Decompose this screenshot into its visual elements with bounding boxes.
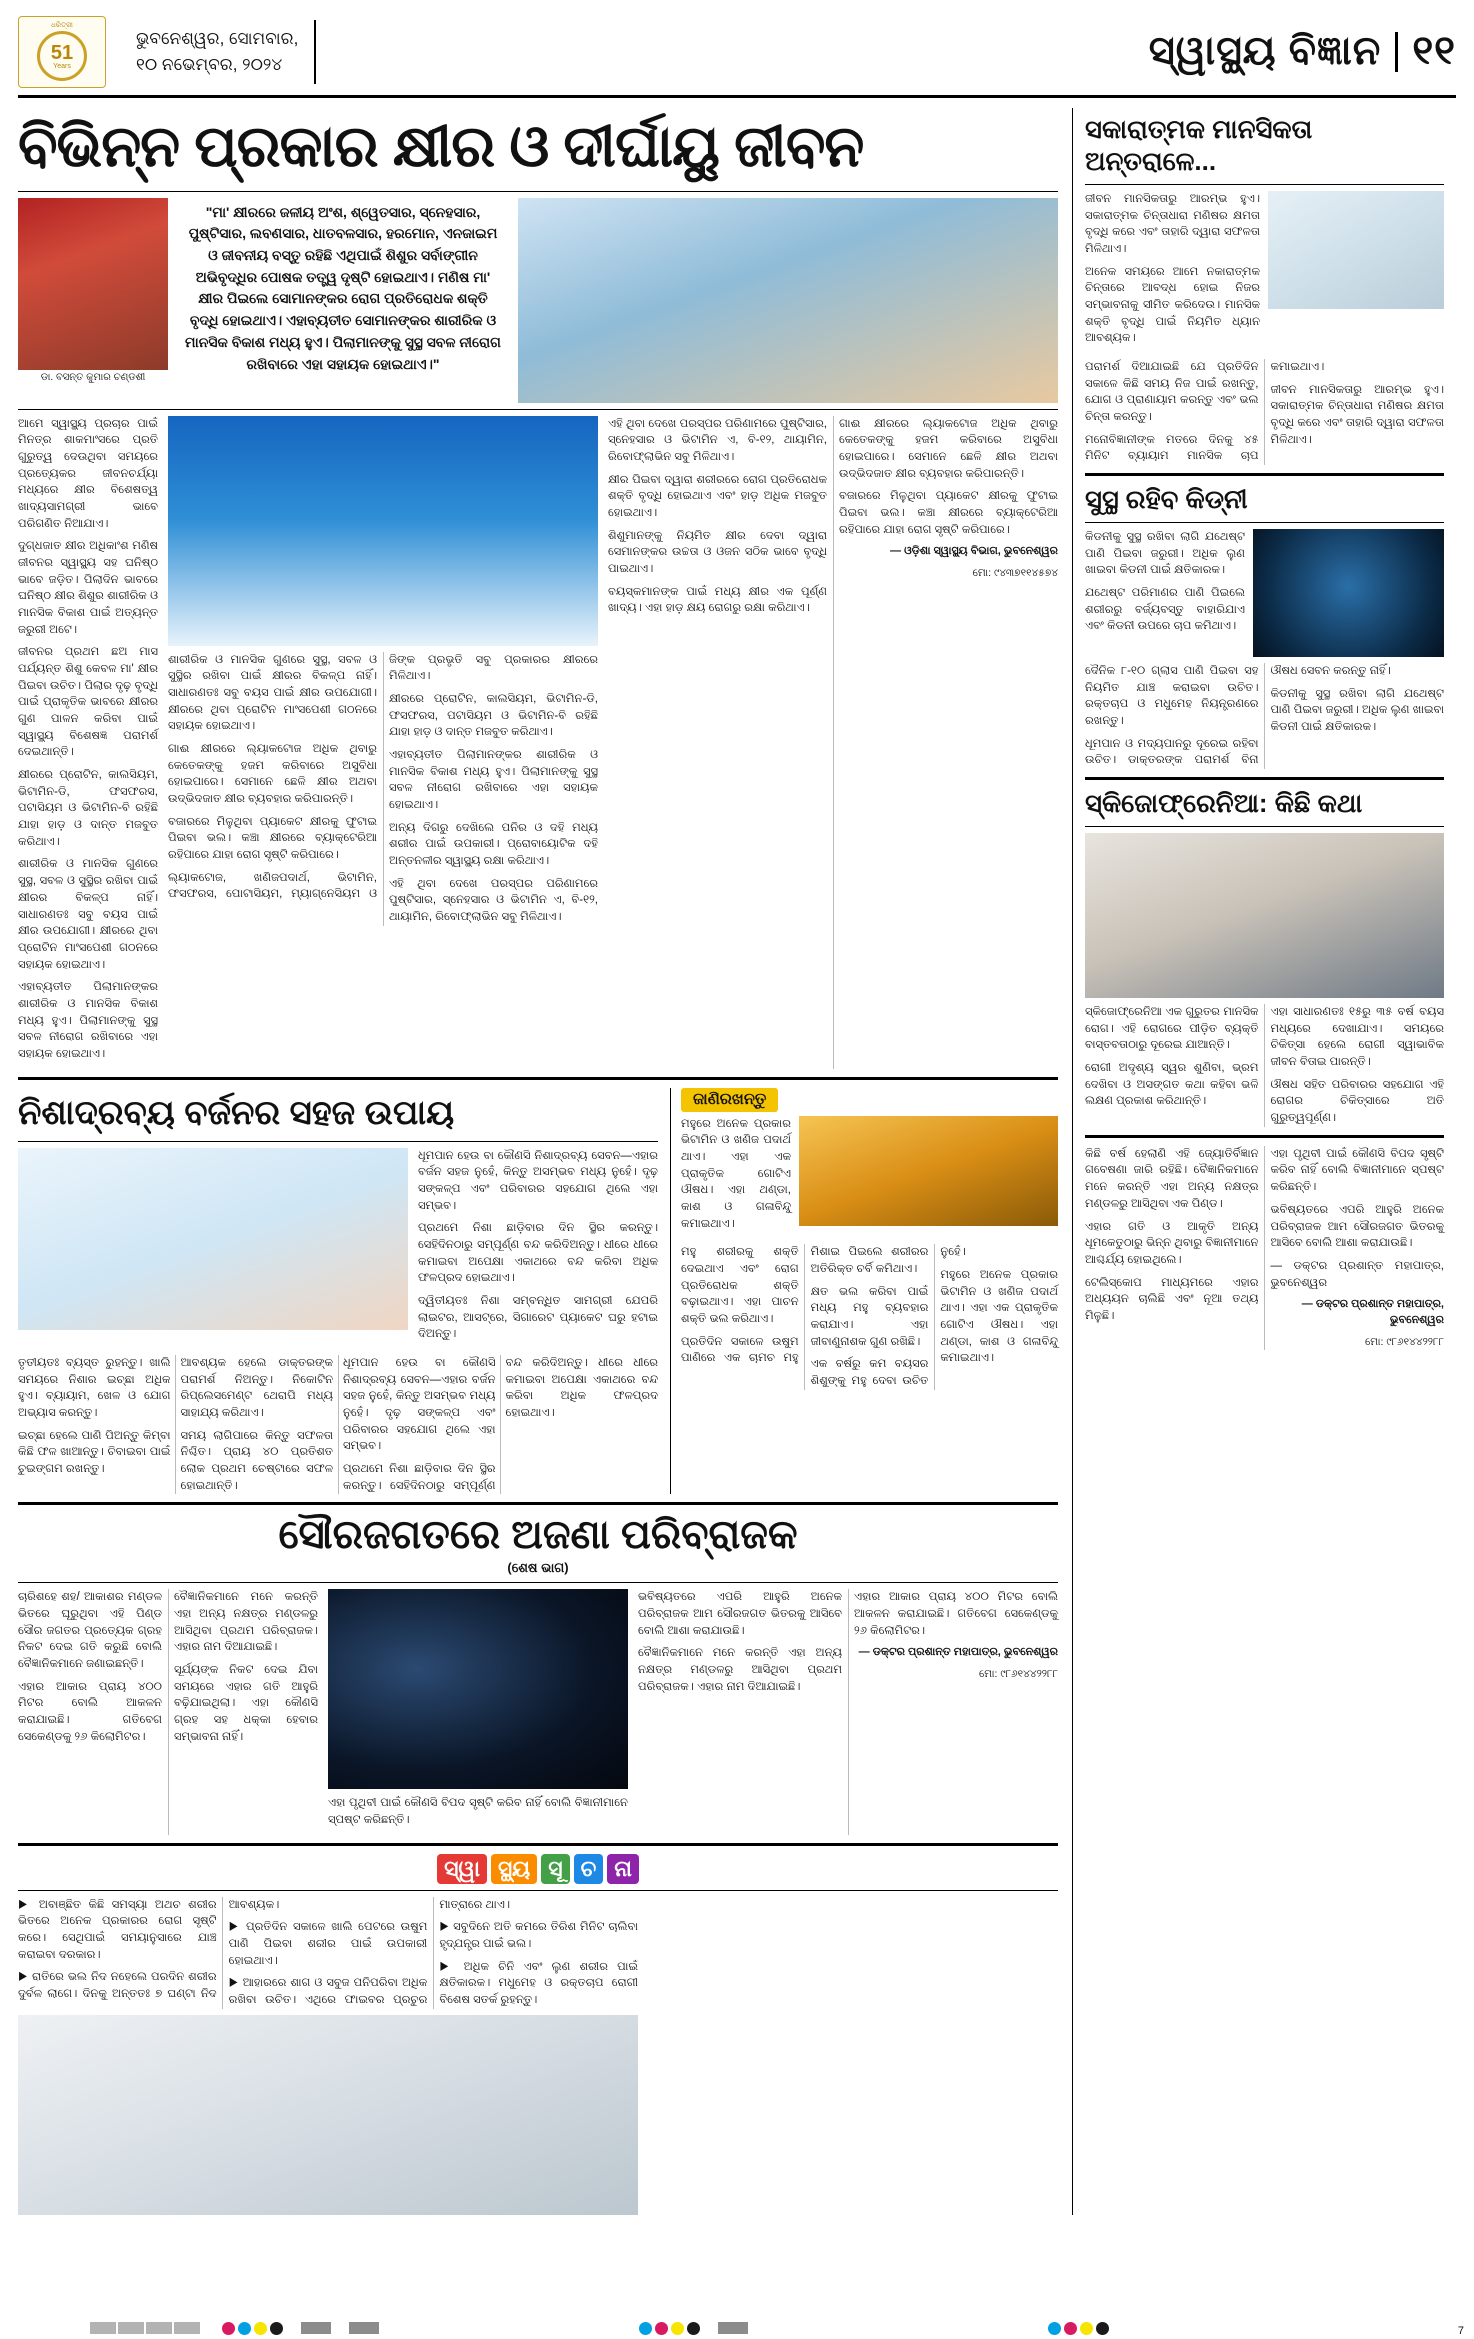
nisha-top bbox=[18, 1148, 658, 1349]
color-dot bbox=[238, 2322, 251, 2335]
divider bbox=[1085, 522, 1444, 523]
positivity-top bbox=[1085, 191, 1444, 353]
schizophrenia-headline: ସ୍କିଜୋଫ୍ରେନିଆ: କିଛି କଥା bbox=[1085, 788, 1363, 819]
right-column bbox=[1072, 108, 1444, 2215]
grey-scale-bars bbox=[90, 2322, 200, 2334]
section-title: ସ୍ୱାସ୍ଥ୍ୟ ବିଜ୍ଞାନ bbox=[1148, 29, 1382, 73]
positivity-paragraph: ଅନେକ ସମୟରେ ଆମେ ନକାରାତ୍ମକ ଚିନ୍ତାରେ ଆବଦ୍ଧ ହୋଇ ନିଜର ସମ୍ଭାବନାକୁ ସୀମିତ କରିଦେଉ। ମାନସିକ ଶକ୍ତି ବୃଦ୍ଧି ପାଇଁ ନିୟମିତ ଧ୍ୟାନ ଆବଶ୍ୟକ। bbox=[1085, 265, 1260, 345]
solar-cont-byline: — ଡକ୍ଟର ପ୍ରଶାନ୍ତ ମହାପାତ୍ର, ଭୁବନେଶ୍ୱର bbox=[1301, 1298, 1444, 1327]
author-photo bbox=[18, 198, 168, 370]
kidney-headline: ସୁସ୍ଥ ରହିବ କିଡ୍‌ନୀ bbox=[1085, 484, 1248, 515]
right-article-solar-cont bbox=[1085, 1146, 1444, 1350]
tip-item: ▶ ଆହାରରେ ଶାଗ ଓ ସବୁଜ ପନିପରିବା ଅଧିକ ରଖିବା ଉଚିତ। ଏଥିରେ ଫାଇବର ପ୍ରଚୁର ମାତ୍ରାରେ ଥାଏ। bbox=[228, 1898, 511, 2007]
color-dot bbox=[1048, 2322, 1061, 2335]
lead-contact: ମୋ: ୯୪୩୭୧୧୪୫୭୪ bbox=[972, 567, 1058, 580]
lead-paragraph: ଶିଶୁମାନଙ୍କୁ ନିୟମିତ କ୍ଷୀର ଦେବା ଦ୍ୱାରା ସେମାନଙ୍କର ଉଚ୍ଚତା ଓ ଓଜନ ସଠିକ ଭାବେ ବୃଦ୍ଧି ପାଇଥାଏ। bbox=[608, 529, 827, 576]
color-dot bbox=[1080, 2322, 1093, 2335]
tips-letter: ଚ bbox=[574, 1854, 604, 1884]
grey-bar bbox=[90, 2322, 116, 2334]
honey-paragraph: ମହୁ ଶରୀରକୁ ଶକ୍ତି ଦେଇଥାଏ ଏବଂ ରୋଗ ପ୍ରତିରୋଧକ ଶକ୍ତି ବଢ଼ାଇଥାଏ। ଏହା ପାଚନ ଶକ୍ତି ଭଲ କରିଥାଏ। bbox=[681, 1246, 799, 1325]
divider bbox=[1085, 826, 1444, 827]
solar-paragraph: ଭବିଷ୍ୟତରେ ଏପରି ଆହୁରି ଅନେକ ପରିବ୍ରାଜକ ଆମ ସୌରଜଗତ ଭିତରକୁ ଆସିବେ ବୋଲି ଆଶା କରାଯାଉଛି। bbox=[638, 1591, 842, 1637]
schizophrenia-paragraph: ଔଷଧ ସହିତ ପରିବାରର ସହଯୋଗ ଏହି ରୋଗର ଚିକିତ୍ସାରେ ଅତି ଗୁରୁତ୍ୱପୂର୍ଣ୍ଣ। bbox=[1270, 1078, 1444, 1125]
nisha-paragraph: ଧୂମପାନ ହେଉ ବା କୌଣସି ନିଶାଦ୍ରବ୍ୟ ସେବନ—ଏହାର ବର୍ଜନ ସହଜ ନୁହେଁ, କିନ୍ତୁ ଅସମ୍ଭବ ମଧ୍ୟ ନୁହେଁ। ଦୃଢ଼ ସଙ୍କଳ୍ପ ଏବଂ ପରିବାରର ସହଯୋଗ ଥିଲେ ଏହା ସମ୍ଭବ। bbox=[418, 1149, 658, 1212]
solar-cont-paragraph: କିଛି ବର୍ଷ ହେଲାଣି ଏହି ଜ୍ୟୋତିର୍ବିଜ୍ଞାନ ଗବେଷଣା ଜାରି ରହିଛି। ବୈଜ୍ଞାନିକମାନେ ମନେ କରନ୍ତି ଏହା ଅନ୍ୟ ନକ୍ଷତ୍ର ମଣ୍ଡଳରୁ ଆସିଥିବା ଏକ ପିଣ୍ଡ। bbox=[1085, 1147, 1259, 1210]
logo-years-label: Years bbox=[53, 62, 71, 70]
solar-cont-paragraph: ଏହାର ଗତି ଓ ଆକୃତି ଅନ୍ୟ ଧୂମକେତୁଠାରୁ ଭିନ୍ନ ଥିବାରୁ ବିଜ୍ଞାନୀମାନେ ଆଶ୍ଚର୍ଯ୍ୟ ହୋଇଥିଲେ। bbox=[1085, 1220, 1259, 1266]
right-article-positivity bbox=[1085, 114, 1444, 465]
color-dots-left bbox=[222, 2322, 283, 2335]
lead-article-body bbox=[18, 416, 1058, 1069]
lead-paragraph: ଏହି ଥିବା ଦେଖେ ପରସ୍ପର ପରିଣାମରେ ପୁଷ୍ଟିସାର, ସ୍ନେହସାର ଓ ଭିଟାମିନ ଏ, ବି-୧୨, ଥାୟାମିନ, ରିବୋଫ୍ଲାଭିନ ସବୁ ମିଳିଥାଏ। bbox=[608, 417, 827, 464]
logo-ring bbox=[37, 31, 87, 81]
lead-paragraph: ବଜାରରେ ମିଳୁଥିବା ପ୍ୟାକେଟ କ୍ଷୀରକୁ ଫୁଟାଇ ପିଇବା ଭଲ। କଞ୍ଚା କ୍ଷୀରରେ ବ୍ୟାକ୍ଟେରିଆ ରହିପାରେ ଯାହା ରୋଗ ସୃଷ୍ଟି କରିପାରେ। bbox=[839, 490, 1058, 536]
tips-letter: ନା bbox=[607, 1854, 639, 1884]
solar-cont-body bbox=[1085, 1146, 1444, 1350]
divider bbox=[1085, 1135, 1444, 1138]
dateline-place: ଭୁବନେଶ୍ୱର, ସୋମବାର, bbox=[136, 29, 299, 48]
nisha-paragraph: ଧୂମପାନ ହେଉ ବା କୌଣସି ନିଶାଦ୍ରବ୍ୟ ସେବନ—ଏହାର ବର୍ଜନ ସହଜ ନୁହେଁ, କିନ୍ତୁ ଅସମ୍ଭବ ମଧ୍ୟ ନୁହେଁ। ଦୃଢ଼ ସଙ୍କଳ୍ପ ଏବଂ ପରିବାରର ସହଯୋଗ ଥିଲେ ଏହା ସମ୍ଭବ। bbox=[343, 1356, 496, 1453]
grey-block bbox=[718, 2322, 748, 2334]
lead-paragraph: ଏହାବ୍ୟତୀତ ପିଲାମାନଙ୍କର ଶାରୀରିକ ଓ ମାନସିକ ବିକାଶ ମଧ୍ୟ ହୁଏ। ପିଲାମାନଙ୍କୁ ସୁସ୍ଥ ସବଳ ନୀରୋଗ ରଖିବାରେ ଏହା ସହାୟକ ହୋଇଥାଏ। bbox=[18, 981, 158, 1060]
solar-photo-text bbox=[328, 1795, 628, 1828]
solar-paragraph: ବୈଜ୍ଞାନିକମାନେ ମନେ କରନ୍ତି ଏହା ଅନ୍ୟ ନକ୍ଷତ୍ର ମଣ୍ଡଳରୁ ଆସିଥିବା ପ୍ରଥମ ପରିବ୍ରାଜକ। ଏହାର ନାମ ଦିଆଯାଇଛି। bbox=[638, 1647, 842, 1693]
lead-paragraph: ଶାରୀରିକ ଓ ମାନସିକ ଗୁଣରେ ସୁସ୍ଥ, ସବଳ ଓ ସୁସ୍ଥିର ରଖିବା ପାଇଁ କ୍ଷୀରର ବିକଳ୍ପ ନାହିଁ। ସାଧାରଣତଃ ସବୁ ବୟସ ପାଇଁ କ୍ଷୀର ଉପଯୋଗୀ। କ୍ଷୀରରେ ଥିବା ପ୍ରୋଟିନ ମାଂସପେଶୀ ଗଠନରେ ସହାୟକ ହୋଇଥାଏ। bbox=[18, 858, 158, 971]
divider bbox=[1085, 184, 1444, 185]
positivity-body bbox=[1085, 359, 1444, 465]
main-column bbox=[18, 108, 1058, 2215]
nisha-paragraph: ପ୍ରଥମେ ନିଶା ଛାଡ଼ିବାର ଦିନ ସ୍ଥିର କରନ୍ତୁ। ସେହିଦିନଠାରୁ ସମ୍ପୂର୍ଣ୍ଣ ବନ୍ଦ କରିଦିଅନ୍ତୁ। ଧୀରେ ଧୀରେ କମାଇବା ଅପେକ୍ଷା ଏକାଥରେ ବନ୍ଦ କରିବା ଅଧିକ ଫଳପ୍ରଦ ହୋଇଥାଏ। bbox=[343, 1356, 658, 1492]
nisha-paragraph: ପ୍ରଥମେ ନିଶା ଛାଡ଼ିବାର ଦିନ ସ୍ଥିର କରନ୍ତୁ। ସେହିଦିନଠାରୁ ସମ୍ପୂର୍ଣ୍ଣ ବନ୍ଦ କରିଦିଅନ୍ତୁ। ଧୀରେ ଧୀରେ କମାଇବା ଅପେକ୍ଷା ଏକାଥରେ ବନ୍ଦ କରିବା ଅଧିକ ଫଳପ୍ରଦ ହୋଇଥାଏ। bbox=[418, 1222, 658, 1285]
kidney-paragraph: ଯଥେଷ୍ଟ ପରିମାଣର ପାଣି ପିଇଲେ ଶରୀରରୁ ବର୍ଜ୍ୟବସ୍ତୁ ବାହାରିଯାଏ ଏବଂ କିଡନୀ ଉପରେ ଚାପ କମିଥାଏ। bbox=[1085, 587, 1245, 633]
page-number: ୧୧ bbox=[1412, 29, 1456, 73]
positivity-intro bbox=[1085, 191, 1260, 353]
positivity-paragraph: ଜୀବନ ମାନସିକତାରୁ ଆରମ୍ଭ ହୁଏ। ସକାରାତ୍ମକ ଚିନ୍ତାଧାରା ମଣିଷର କ୍ଷମତା ବୃଦ୍ଧି କରେ ଏବଂ ତାହାରି ଦ୍ୱାରା ସଫଳତା ମିଳିଥାଏ। bbox=[1085, 193, 1260, 256]
man-drinking-milk-photo bbox=[518, 198, 1058, 403]
honey-paragraph: ପ୍ରତିଦିନ ସକାଳେ ଉଷୁମ ପାଣିରେ ଏକ ଚାମଚ ମହୁ ମିଶାଇ ପିଇଲେ ଶରୀରର ଅତିରିକ୍ତ ଚର୍ବି କମିଥାଏ। bbox=[681, 1246, 929, 1365]
kidney-paragraph: କିଡନୀକୁ ସୁସ୍ଥ ରଖିବା ଲାଗି ଯଥେଷ୍ଟ ପାଣି ପିଇବା ଜରୁରୀ। ଅଧିକ ଲୁଣ ଖାଇବା କିଡନୀ ପାଇଁ କ୍ଷତିକାରକ। bbox=[1270, 687, 1444, 734]
health-tips-body bbox=[18, 1897, 1058, 2009]
solar-cont-contact: ମୋ: ୯୮୬୧୪୪୨୨୮୮ bbox=[1365, 1336, 1444, 1349]
tip-item: ▶ ସବୁଦିନେ ଅତି କମରେ ତିରିଶ ମିନିଟ ଚାଲିବା ହୃଦ୍‌ଯନ୍ତ୍ର ପାଇଁ ଭଲ। bbox=[439, 1921, 638, 1950]
smiling-woman-photo bbox=[1268, 191, 1444, 309]
lead-paragraph: ଅନ୍ୟ ଦିଗରୁ ଦେଖିଲେ ପନିର ଓ ଦହି ମଧ୍ୟ ଶରୀର ପାଇଁ ଉପକାରୀ। ପ୍ରୋବାୟୋଟିକ ଦହି ଅନ୍ତନଳୀର ସ୍ୱାସ୍ଥ୍ୟ ରକ୍ଷା କରିଥାଏ। bbox=[389, 821, 598, 868]
lead-paragraph: ଶାରୀରିକ ଓ ମାନସିକ ଗୁଣରେ ସୁସ୍ଥ, ସବଳ ଓ ସୁସ୍ଥିର ରଖିବା ପାଇଁ କ୍ଷୀରର ବିକଳ୍ପ ନାହିଁ। ସାଧାରଣତଃ ସବୁ ବୟସ ପାଇଁ କ୍ଷୀର ଉପଯୋଗୀ। କ୍ଷୀରରେ ଥିବା ପ୍ରୋଟିନ ମାଂସପେଶୀ ଗଠନରେ ସହାୟକ ହୋଇଥାଏ। bbox=[168, 653, 377, 733]
section-title-group bbox=[1149, 29, 1456, 74]
dateline bbox=[120, 20, 316, 84]
honey-paragraph: ମହୁରେ ଅନେକ ପ୍ରକାର ଭିଟାମିନ ଓ ଖଣିଜ ପଦାର୍ଥ ଥାଏ। ଏହା ଏକ ପ୍ରାକୃତିକ ଗୋଟିଏ ଔଷଧ। ଏହା ଥଣ୍ଡା, କାଶ ଓ ଗଳାବିନ୍ଦୁ କମାଇଥାଏ। bbox=[940, 1268, 1058, 1365]
honey-paragraph: ଏକ ବର୍ଷରୁ କମ ବୟସର ଶିଶୁଙ୍କୁ ମହୁ ଦେବା ଉଚିତ ନୁହେଁ। bbox=[810, 1246, 966, 1387]
schizophrenia-paragraph: ଏହା ସାଧାରଣତଃ ୧୫ରୁ ୩୫ ବର୍ଷ ବୟସ ମଧ୍ୟରେ ଦେଖାଯାଏ। ସମୟରେ ଚିକିତ୍ସା ହେଲେ ରୋଗୀ ସ୍ୱାଭାବିକ ଜୀବନ ବିତାଇ ପାରନ୍ତି। bbox=[1270, 1006, 1444, 1069]
health-tips-list bbox=[18, 1897, 638, 2009]
positivity-paragraph: ଜୀବନ ମାନସିକତାରୁ ଆରମ୍ଭ ହୁଏ। ସକାରାତ୍ମକ ଚିନ୍ତାଧାରା ମଣିଷର କ୍ଷମତା ବୃଦ୍ଧି କରେ ଏବଂ ତାହାରି ଦ୍ୱାରା ସଫଳତା ମିଳିଥାଏ। bbox=[1270, 383, 1444, 446]
logo-top-text: ଧରିତ୍ରୀ bbox=[51, 22, 73, 29]
kidney-body bbox=[1085, 663, 1444, 769]
tip-item: ▶ ଅବାଞ୍ଛିତ କିଛି ସମସ୍ୟା ଅଥଚ ଶରୀର ଭିତରେ ଅନେକ ପ୍ରକାରର ରୋଗ ସୃଷ୍ଟି କରେ। ସେଥିପାଇଁ ସମୟାନୁସାରେ ଯାଞ୍ଚ କରାଇବା ଦରକାର। bbox=[18, 1898, 217, 1961]
lead-pullquote: "ମା' କ୍ଷୀରରେ ଜଳୀୟ ଅଂଶ, ଶ୍ୱେତସାର, ସ୍ନେହସାର, ପୁଷ୍ଟିସାର, ଲବଣସାର, ଧାତବଳସାର, ହରମୋନ, ଏନଜାଇମ ଓ ଜୀବନୀୟ ବସ୍ତୁ ରହିଛି ଏଥିପାଇଁ ଶିଶୁର ସର୍ବାଙ୍ଗୀନ ଅଭିବୃଦ୍ଧିର ପୋଷକ ତତ୍ତ୍ୱ ଦୃଷ୍ଟି ହୋଇଥାଏ। ମଣିଷ ମା' କ୍ଷୀର ପିଇଲେ ସୋମାନଙ୍କର ରୋଗ ପ୍ରତିରୋଧକ ଶକ୍ତି ବୃଦ୍ଧି ହୋଇଥାଏ। ଏହାବ୍ୟତୀତ ସୋମାନଙ୍କର ଶାରୀରିକ ଓ ମାନସିକ ବିକାଶ ମଧ୍ୟ ହୁଏ। ପିଲାମାନଙ୍କୁ ସୁସ୍ଥ ସବଳ ନୀରୋଗ ରଖିବାରେ ଏହା ସହାୟକ ହୋଇଥାଏ।" bbox=[185, 203, 501, 372]
right-article-kidney bbox=[1085, 484, 1444, 769]
solar-byline: — ଡକ୍ଟର ପ୍ରଶାନ୍ତ ମହାପାତ୍ର, ଭୁବନେଶ୍ୱର bbox=[858, 1646, 1058, 1659]
back-pain-photo bbox=[18, 2015, 638, 2215]
lead-headline: ବିଭିନ୍ନ ପ୍ରକାର କ୍ଷୀର ଓ ଦୀର୍ଘାୟୁ ଜୀବନ bbox=[18, 114, 864, 179]
lead-paragraph: କ୍ଷୀର ପିଇବା ଦ୍ୱାରା ଶରୀରରେ ରୋଗ ପ୍ରତିରୋଧକ ଶକ୍ତି ବୃଦ୍ଧି ହୋଇଥାଏ ଏବଂ ହାଡ଼ ଅଧିକ ମଜବୁତ ହୋଇଥାଏ। bbox=[608, 473, 827, 520]
solar-contact: ମୋ: ୯୮୬୧୪୪୨୨୮୮ bbox=[979, 1668, 1058, 1681]
kidney-paragraph: ଧୂମପାନ ଓ ମଦ୍ୟପାନରୁ ଦୂରେଇ ରହିବା ଉଚିତ। ଡାକ୍ତରଙ୍କ ପରାମର୍ଶ ବିନା ଔଷଧ ସେବନ କରନ୍ତୁ ନାହିଁ। bbox=[1085, 665, 1391, 767]
health-tips-section bbox=[18, 1854, 1058, 2215]
divider bbox=[18, 1843, 1058, 1846]
nisha-body-text bbox=[18, 1355, 658, 1494]
lead-paragraph: ଲ୍ୟାକଟୋଜ, ଖଣିଜପଦାର୍ଥ, ଭିଟାମିନ, ଫସଫରସ, ପୋଟାସିୟମ, ମ୍ୟାଗ୍ନେସିୟମ ଓ ଜିଙ୍କ ପ୍ରଭୃତି ସବୁ ପ୍ରକାରର କ୍ଷୀରରେ ମିଳିଥାଏ। bbox=[168, 653, 598, 901]
lead-col-1 bbox=[18, 416, 158, 1069]
solar-paragraph: ଏହାର ଆକାର ପ୍ରାୟ ୪୦୦ ମିଟର ବୋଲି ଆକଳନ କରାଯାଇଛି। ଗତିବେଗ ସେକେଣ୍ଡକୁ ୨୬ କିଲୋମିଟର। bbox=[854, 1591, 1058, 1637]
grey-block bbox=[301, 2322, 331, 2334]
print-registration-bars bbox=[0, 2317, 1474, 2339]
publication-logo bbox=[18, 16, 106, 88]
nisha-paragraph: ଆବଶ୍ୟକ ହେଲେ ଡାକ୍ତରଙ୍କ ପରାମର୍ଶ ନିଅନ୍ତୁ। ନିକୋଟିନ ରିପ୍ଲେସମେଣ୍ଟ ଥେରାପି ମଧ୍ୟ ସାହାଯ୍ୟ କରିଥାଏ। bbox=[180, 1356, 333, 1419]
lead-center-text bbox=[168, 652, 598, 926]
article-nisha bbox=[18, 1088, 658, 1495]
solar-cont-paragraph: ଟେଲିସ୍କୋପ ମାଧ୍ୟମରେ ଏହାର ଅଧ୍ୟୟନ ଚାଲିଛି ଏବଂ ନୂଆ ତଥ୍ୟ ମିଳୁଛି। bbox=[1085, 1276, 1259, 1322]
solar-body bbox=[18, 1589, 1058, 1834]
solar-col-left bbox=[18, 1589, 318, 1834]
grey-bar bbox=[118, 2322, 144, 2334]
grey-block bbox=[349, 2322, 379, 2334]
nisha-paragraph: ସମୟ ଲାଗିପାରେ କିନ୍ତୁ ସଫଳତା ନିଶ୍ଚିତ। ପ୍ରାୟ ୪୦ ପ୍ରତିଶତ ଲୋକ ପ୍ରଥମ ଚେଷ୍ଟାରେ ସଫଳ ହୋଇଥାନ୍ତି। bbox=[180, 1429, 333, 1492]
lead-paragraph: ଏହାବ୍ୟତୀତ ପିଲାମାନଙ୍କର ଶାରୀରିକ ଓ ମାନସିକ ବିକାଶ ମଧ୍ୟ ହୁଏ। ପିଲାମାନଙ୍କୁ ସୁସ୍ଥ ସବଳ ନୀରୋଗ ରଖିବାରେ ଏହା ସହାୟକ ହୋଇଥାଏ। bbox=[389, 749, 598, 812]
page-body bbox=[18, 108, 1456, 2215]
kidney-paragraph: ଦୈନିକ ୮-୧୦ ଗ୍ଲାସ ପାଣି ପିଇବା ସହ ନିୟମିତ ଯାଞ୍ଚ କରାଇବା ଉଚିତ। ରକ୍ତଚାପ ଓ ମଧୁମେହ ନିୟନ୍ତ୍ରଣରେ ରଖନ୍ତୁ। bbox=[1085, 665, 1259, 728]
tips-letter: ସୂ bbox=[541, 1854, 569, 1884]
divider bbox=[1085, 777, 1444, 780]
tip-item: ▶ ରାତିରେ ଭଲ ନିଦ ନହେଲେ ପରଦିନ ଶରୀର ଦୁର୍ବଳ ଲାଗେ। ଦିନକୁ ଅନ୍ତତଃ ୭ ଘଣ୍ଟା ନିଦ ଆବଶ୍ୟକ। bbox=[18, 1898, 280, 2001]
honey-intro-text bbox=[681, 1116, 791, 1239]
kidney-anatomy-photo bbox=[1253, 529, 1444, 657]
positivity-headline: ସକାରାତ୍ମକ ମାନସିକତା ଅନ୍ତରାଳେ... bbox=[1085, 114, 1313, 176]
lead-paragraph: ଦୁଗ୍ଧଜାତ କ୍ଷୀର ଅଧିକାଂଶ ମଣିଷ ଜୀବନର ସ୍ୱାସ୍ଥ୍ୟ ସହ ଘନିଷ୍ଠ ଭାବେ ଜଡ଼ିତ। ପିଲାଦିନ ଭାବରେ ଘନିଷ୍ଠ କ୍ଷୀର ଶିଶୁର ଶାରୀରିକ ଓ ମାନସିକ ବିକାଶ ପାଇଁ ଅତ୍ୟନ୍ତ ଜରୁରୀ ଅଟେ। bbox=[18, 540, 158, 636]
kidney-top bbox=[1085, 529, 1444, 657]
article-honey bbox=[670, 1088, 1058, 1495]
solar-subtitle: (ଶେଷ ଭାଗ) bbox=[507, 1560, 569, 1576]
lead-photo-block bbox=[518, 198, 1058, 403]
masthead bbox=[18, 14, 1456, 98]
solar-headline: ସୌରଜଗତରେ ଅଜଣା ପରିବ୍ରାଜକ bbox=[278, 1513, 798, 1558]
grey-bar bbox=[146, 2322, 172, 2334]
milk-glass-photo bbox=[168, 416, 598, 646]
divider bbox=[18, 1077, 1058, 1080]
kidney-intro bbox=[1085, 529, 1245, 657]
nisha-paragraph: ତୃତୀୟତଃ ବ୍ୟସ୍ତ ରୁହନ୍ତୁ। ଖାଲି ସମୟରେ ନିଶାର ଇଚ୍ଛା ଅଧିକ ହୁଏ। ବ୍ୟାୟାମ, ଖେଳ ଓ ଯୋଗ ଅଭ୍ୟାସ କରନ୍ତୁ। bbox=[18, 1356, 171, 1419]
positivity-paragraph: ପରାମର୍ଶ ଦିଆଯାଇଛି ଯେ ପ୍ରତିଦିନ ସକାଳେ କିଛି ସମୟ ନିଜ ପାଇଁ ରଖନ୍ତୁ, ଯୋଗ ଓ ପ୍ରାଣାୟାମ କରନ୍ତୁ ଏବଂ ଭଲ ଚିନ୍ତା କରନ୍ତୁ। bbox=[1085, 361, 1259, 424]
divider bbox=[18, 1141, 658, 1142]
honey-top bbox=[681, 1116, 1058, 1239]
second-band bbox=[18, 1088, 1058, 1495]
divider bbox=[18, 191, 1058, 192]
lead-center-block bbox=[168, 416, 598, 1069]
solar-paragraph: ସୂର୍ଯ୍ୟଙ୍କ ନିକଟ ଦେଇ ଯିବା ସମୟରେ ଏହାର ଗତି ଆହୁରି ବଢ଼ିଯାଇଥିଲା। ଏହା କୌଣସି ଗ୍ରହ ସହ ଧକ୍କା ହେବାର ସମ୍ଭାବନା ନାହିଁ। bbox=[174, 1664, 318, 1743]
solar-paragraph: ଏହାର ଆକାର ପ୍ରାୟ ୪୦୦ ମିଟର ବୋଲି ଆକଳନ କରାଯାଇଛି। ଗତିବେଗ ସେକେଣ୍ଡକୁ ୨୬ କିଲୋମିଟର। bbox=[18, 1680, 162, 1743]
footer-page-mark: 7 bbox=[1457, 2325, 1464, 2337]
color-dot bbox=[1064, 2322, 1077, 2335]
interstellar-object-photo bbox=[328, 1589, 628, 1789]
tips-letter: ସ୍ଥ୍ୟ bbox=[491, 1854, 537, 1884]
divider bbox=[18, 1890, 1058, 1891]
lead-top-block bbox=[18, 198, 1058, 403]
honey-paragraph: କ୍ଷତ ଭଲ କରିବା ପାଇଁ ମଧ୍ୟ ମହୁ ବ୍ୟବହାର କରାଯାଏ। ଏହା ଜୀବାଣୁନାଶକ ଗୁଣ ରଖିଛି। bbox=[810, 1285, 929, 1348]
solar-paragraph: ଏହା ପୃଥିବୀ ପାଇଁ କୌଣସି ବିପଦ ସୃଷ୍ଟି କରିବ ନାହିଁ ବୋଲି ବିଜ୍ଞାନୀମାନେ ସ୍ପଷ୍ଟ କରିଛନ୍ତି। bbox=[328, 1797, 628, 1826]
author-caption: ଡା. ବସନ୍ତ କୁମାର ଚଣ୍ଡଶୀ bbox=[40, 371, 146, 383]
lead-paragraph: କ୍ଷୀରରେ ପ୍ରୋଟିନ, କାଲସିୟମ, ଭିଟାମିନ-ଡି, ଫସଫରସ, ପଟାସିୟମ ଓ ଭିଟାମିନ-ବି ରହିଛି ଯାହା ହାଡ଼ ଓ ଦାନ୍ତ ମଜବୁତ କରିଥାଏ। bbox=[18, 769, 158, 848]
lead-paragraph: ଏହି ଥିବା ଦେଖେ ପରସ୍ପର ପରିଣାମରେ ପୁଷ୍ଟିସାର, ସ୍ନେହସାର ଓ ଭିଟାମିନ ଏ, ବି-୧୨, ଥାୟାମିନ, ରିବୋଫ୍ଲାଭିନ ସବୁ ମିଳିଥାଏ। bbox=[389, 877, 598, 924]
color-dot bbox=[671, 2322, 684, 2335]
lead-byline: — ଓଡ଼ିଶା ସ୍ୱାସ୍ଥ୍ୟ ବିଭାଗ, ଭୁବନେଶ୍ୱର bbox=[890, 545, 1058, 558]
schizophrenia-body bbox=[1085, 1004, 1444, 1127]
divider bbox=[18, 1502, 1058, 1505]
schizophrenia-paragraph: ସ୍କିଜୋଫ୍ରେନିଆ ଏକ ଗୁରୁତର ମାନସିକ ରୋଗ। ଏହି ରୋଗରେ ପୀଡ଼ିତ ବ୍ୟକ୍ତି ବାସ୍ତବତାଠାରୁ ଦୂରେଇ ଯାଆନ୍ତି। bbox=[1085, 1006, 1259, 1052]
lead-paragraph: ଆମେ ସ୍ୱାସ୍ଥ୍ୟ ପ୍ରଚାର ପାଇଁ ମିନତ୍ର ଶାକମାଂସରେ ପ୍ରତି ଗୁରୁତ୍ୱ ଦେଉଥିବା ସମୟରେ ପ୍ରତ୍ୟେକର ଜୀବନଚର୍ଯ୍ୟା ମଧ୍ୟରେ କ୍ଷୀର ବିଶେଷତ୍ୱ ଖାଦ୍ୟସାମଗ୍ରୀ ଭାବେ ପରିଗଣିତ ନିଆଯାଏ। bbox=[18, 417, 158, 530]
schizophrenia-paragraph: ରୋଗୀ ଅଦୃଶ୍ୟ ସ୍ୱର ଶୁଣିବା, ଭ୍ରମ ଦେଖିବା ଓ ଅସଙ୍ଗତ କଥା କହିବା ଭଳି ଲକ୍ଷଣ ପ୍ରକାଶ କରିଥାନ୍ତି। bbox=[1085, 1062, 1259, 1108]
divider bbox=[18, 409, 1058, 410]
right-article-schizophrenia bbox=[1085, 788, 1444, 1127]
nisha-intro-text bbox=[418, 1148, 658, 1349]
solar-col-right bbox=[638, 1589, 1058, 1834]
lead-paragraph: ବୟସ୍କମାନଙ୍କ ପାଇଁ ମଧ୍ୟ କ୍ଷୀର ଏକ ପୂର୍ଣ୍ଣ ଖାଦ୍ୟ। ଏହା ହାଡ଼ କ୍ଷୟ ରୋଗରୁ ରକ୍ଷା କରିଥାଏ। bbox=[608, 585, 827, 615]
article-solar bbox=[18, 1513, 1058, 1834]
nisha-paragraph: ଦ୍ୱିତୀୟତଃ ନିଶା ସମ୍ବନ୍ଧିତ ସାମଗ୍ରୀ ଯେପରି ଲାଇଟର, ଆସଟ୍ରେ, ସିଗାରେଟ ପ୍ୟାକେଟ ଘରୁ ହଟାଇ ଦିଅନ୍ତୁ। bbox=[418, 1294, 658, 1341]
lead-paragraph: କ୍ଷୀରରେ ପ୍ରୋଟିନ, କାଲସିୟମ, ଭିଟାମିନ-ଡି, ଫସଫରସ, ପଟାସିୟମ ଓ ଭିଟାମିନ-ବି ରହିଛି ଯାହା ହାଡ଼ ଓ ଦାନ୍ତ ମଜବୁତ କରିଥାଏ। bbox=[389, 693, 598, 739]
nisha-paragraph: ଇଚ୍ଛା ହେଲେ ପାଣି ପିଅନ୍ତୁ କିମ୍ବା କିଛି ଫଳ ଖାଆନ୍ତୁ। ଚିବାଇବା ପାଇଁ ଚୁଇଙ୍ଗମ ରଖନ୍ତୁ। bbox=[18, 1429, 171, 1475]
tip-item: ▶ ଅଧିକ ଚିନି ଏବଂ ଲୁଣ ଶରୀର ପାଇଁ କ୍ଷତିକାରକ। ମଧୁମେହ ଓ ରକ୍ତଚାପ ରୋଗୀ ବିଶେଷ ସତର୍କ ରୁହନ୍ତୁ। bbox=[439, 1960, 638, 2007]
nisha-headline: ନିଶାଦ୍ରବ୍ୟ ବର୍ଜନର ସହଜ ଉପାୟ bbox=[18, 1093, 455, 1132]
color-dot bbox=[270, 2322, 283, 2335]
divider bbox=[18, 1582, 1058, 1583]
honey-jar-photo bbox=[799, 1116, 1058, 1226]
divider bbox=[1085, 473, 1444, 476]
color-dot bbox=[1096, 2322, 1109, 2335]
color-dot bbox=[655, 2322, 668, 2335]
logo-anniversary-number: 51 bbox=[50, 41, 74, 64]
solar-paragraph: ଚାରିଶହେ ଶହ/ ଆକାଶର ମଣ୍ଡଳ ଭିତରେ ଘୂରୁଥିବା ଏହି ପିଣ୍ଡ ସୌର ଜଗତର ପ୍ରତ୍ୟେକ ଗ୍ରହ ନିକଟ ଦେଇ ଗତି କରୁଛି ବୋଲି ବୈଜ୍ଞାନିକମାନେ ଜଣାଇଛନ୍ତି। bbox=[18, 1591, 162, 1670]
health-tips-title bbox=[18, 1854, 1058, 1884]
lead-paragraph: ଜୀବନର ପ୍ରଥମ ଛଅ ମାସ ପର୍ଯ୍ୟନ୍ତ ଶିଶୁ କେବଳ ମା' କ୍ଷୀର ପିଇବା ଉଚିତ। ପିଲାର ଦୃଢ଼ ବୃଦ୍ଧି ପାଇଁ ପ୍ରାକୃତିକ ଭାବରେ କ୍ଷୀରର ଗୁଣ ପାଳନ କରିବା ପାଇଁ ସ୍ୱାସ୍ଥ୍ୟ ବିଶେଷଜ୍ଞ ପରାମର୍ଶ ଦେଇଥାନ୍ତି। bbox=[18, 646, 158, 759]
refusing-cigarette-photo bbox=[18, 1148, 408, 1330]
kidney-paragraph: କିଡନୀକୁ ସୁସ୍ଥ ରଖିବା ଲାଗି ଯଥେଷ୍ଟ ପାଣି ପିଇବା ଜରୁରୀ। ଅଧିକ ଲୁଣ ଖାଇବା କିଡନୀ ପାଇଁ କ୍ଷତିକାରକ। bbox=[1085, 531, 1245, 577]
solar-cont-paragraph: ଏହା ପୃଥିବୀ ପାଇଁ କୌଣସି ବିପଦ ସୃଷ୍ଟି କରିବ ନାହିଁ ବୋଲି ବିଜ୍ଞାନୀମାନେ ସ୍ପଷ୍ଟ କରିଛନ୍ତି। bbox=[1270, 1147, 1444, 1194]
color-dot bbox=[639, 2322, 652, 2335]
lead-right-text bbox=[608, 416, 1058, 1069]
color-dot bbox=[222, 2322, 235, 2335]
honey-paragraph: ମହୁରେ ଅନେକ ପ୍ରକାର ଭିଟାମିନ ଓ ଖଣିଜ ପଦାର୍ଥ ଥାଏ। ଏହା ଏକ ପ୍ରାକୃତିକ ଗୋଟିଏ ଔଷଧ। ଏହା ଥଣ୍ଡା, କାଶ ଓ ଗଳାବିନ୍ଦୁ କମାଇଥାଏ। bbox=[681, 1117, 791, 1230]
grey-bar bbox=[174, 2322, 200, 2334]
tip-item: ▶ ପ୍ରତିଦିନ ସକାଳେ ଖାଲି ପେଟରେ ଉଷୁମ ପାଣି ପିଇବା ଶରୀର ପାଇଁ ଉପକାରୀ ହୋଇଥାଏ। bbox=[228, 1921, 428, 1967]
honey-tag-badge: ଜାଣିରଖନ୍ତୁ bbox=[681, 1088, 778, 1112]
honey-header-row bbox=[681, 1088, 1058, 1112]
solar-paragraph: ବୈଜ୍ଞାନିକମାନେ ମନେ କରନ୍ତି ଏହା ଅନ୍ୟ ନକ୍ଷତ୍ର ମଣ୍ଡଳରୁ ଆସିଥିବା ପ୍ରଥମ ପରିବ୍ରାଜକ। ଏହାର ନାମ ଦିଆଯାଇଛି। bbox=[174, 1591, 318, 1654]
dateline-date: ୧୦ ନଭେମ୍ବର, ୨୦୨୪ bbox=[136, 54, 283, 74]
lead-paragraph: ଗାଈ କ୍ଷୀରରେ ଲ୍ୟାକଟୋଜ ଅଧିକ ଥିବାରୁ କେତେକଙ୍କୁ ହଜମ କରିବାରେ ଅସୁବିଧା ହୋଇପାରେ। ସେମାନେ ଛେଳି କ୍ଷୀର ଅଥବା ଉଦ୍ଭିଦଜାତ କ୍ଷୀର ବ୍ୟବହାର କରିପାରନ୍ତି। bbox=[168, 743, 377, 806]
lead-paragraph: ବଜାରରେ ମିଳୁଥିବା ପ୍ୟାକେଟ କ୍ଷୀରକୁ ଫୁଟାଇ ପିଇବା ଭଲ। କଞ୍ଚା କ୍ଷୀରରେ ବ୍ୟାକ୍ଟେରିଆ ରହିପାରେ ଯାହା ରୋଗ ସୃଷ୍ଟି କରିପାରେ। bbox=[168, 815, 377, 862]
solar-photo-block bbox=[328, 1589, 628, 1834]
solar-cont-paragraph: ଭବିଷ୍ୟତରେ ଏପରି ଆହୁରି ଅନେକ ପରିବ୍ରାଜକ ଆମ ସୌରଜଗତ ଭିତରକୁ ଆସିବେ ବୋଲି ଆଶା କରାଯାଉଛି। bbox=[1270, 1203, 1444, 1250]
tips-letter: ସ୍ୱା bbox=[437, 1854, 487, 1884]
honey-body-text bbox=[681, 1244, 1058, 1389]
solar-cont-paragraph: — ଡକ୍ଟର ପ୍ରଶାନ୍ତ ମହାପାତ୍ର, ଭୁବନେଶ୍ୱର bbox=[1270, 1259, 1444, 1289]
stressed-man-photo bbox=[1085, 833, 1444, 998]
section-divider bbox=[1395, 32, 1398, 72]
color-dot bbox=[254, 2322, 267, 2335]
positivity-paragraph: ମନୋବିଜ୍ଞାନୀଙ୍କ ମତରେ ଦିନକୁ ୪୫ ମିନିଟ ବ୍ୟାୟାମ ମାନସିକ ଚାପ କମାଇଥାଏ। bbox=[1085, 361, 1325, 463]
author-block bbox=[18, 198, 168, 403]
color-dots-right bbox=[1048, 2322, 1109, 2335]
color-dot bbox=[687, 2322, 700, 2335]
lead-paragraph: ଗାଈ କ୍ଷୀରରେ ଲ୍ୟାକଟୋଜ ଅଧିକ ଥିବାରୁ କେତେକଙ୍କୁ ହଜମ କରିବାରେ ଅସୁବିଧା ହୋଇପାରେ। ସେମାନେ ଛେଳି କ୍ଷୀର ଅଥବା ଉଦ୍ଭିଦଜାତ କ୍ଷୀର ବ୍ୟବହାର କରିପାରନ୍ତି। bbox=[839, 417, 1058, 480]
color-dots-center bbox=[639, 2322, 700, 2335]
